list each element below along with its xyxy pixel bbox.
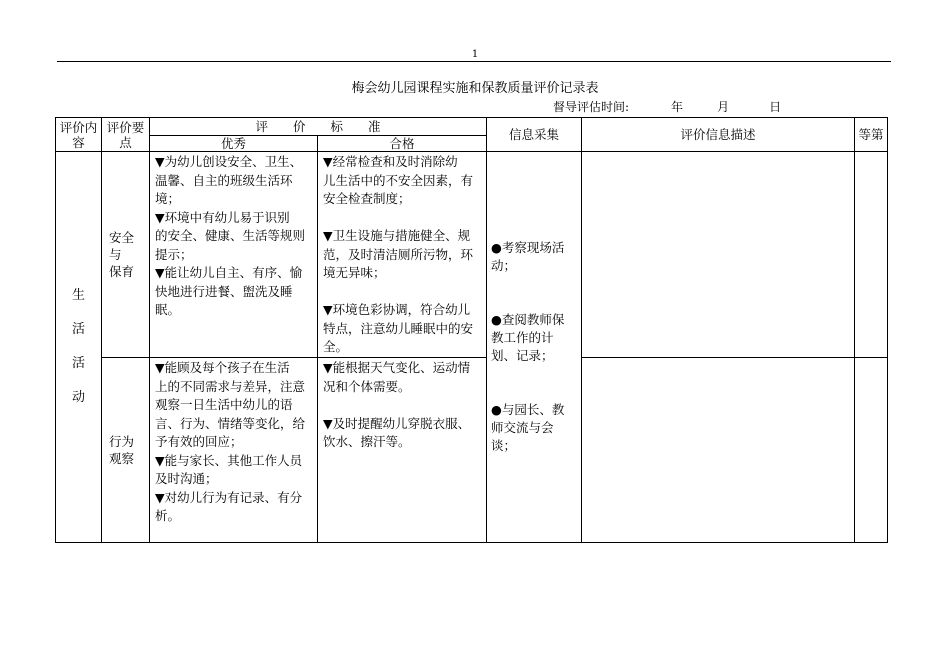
description-cell-safety[interactable]: [582, 152, 855, 358]
category-char: 活: [71, 322, 85, 337]
header-evaluation-description: 评价信息描述: [582, 118, 855, 152]
header-evaluation-point: 评价要点: [102, 118, 150, 152]
day-label: 日: [769, 100, 782, 114]
criteria-excellent-safety: ▼为幼儿创设安全、卫生、 温馨、自主的班级生活环 境； ▼环境中有幼儿易于识别 的安全、健康、生活等规则 提示； ▼能让幼儿自主、有序、愉 快地进行进餐、盥洗及睡 眠。: [150, 152, 318, 358]
grade-cell-safety[interactable]: [855, 152, 888, 358]
description-cell-behavior[interactable]: [582, 358, 855, 543]
point-behavior-observation: 行为 观察: [102, 358, 150, 543]
evaluation-date-line: [553, 100, 781, 114]
info-collection-methods: ●考察现场活 动； ●查阅教师保 教工作的计 划、记录； ●与园长、教 师交流与会 谈；: [487, 152, 582, 543]
document-title: 梅会幼儿园课程实施和保教质量评价记录表: [351, 81, 599, 96]
date-label: 督导评估时间:: [553, 100, 630, 114]
criteria-qualified-behavior: ▼能根据天气变化、运动情 况和个体需要。 ▼及时提醒幼儿穿脱衣服、 饮水、擦汗等。: [318, 358, 487, 543]
header-rule: [57, 61, 891, 62]
header-grade: 等第: [855, 118, 888, 152]
category-life-activity: [56, 152, 102, 543]
category-char: 生: [71, 288, 85, 303]
grade-cell-behavior[interactable]: [855, 358, 888, 543]
header-qualified: 合格: [318, 136, 487, 152]
header-excellent: 优秀: [150, 136, 318, 152]
header-evaluation-standard: 评 价 标 准: [150, 118, 487, 136]
evaluation-table: [55, 117, 888, 543]
month-label: 月: [717, 100, 730, 114]
category-char: 动: [71, 390, 85, 405]
category-char: 活: [71, 356, 85, 371]
header-info-collection: 信息采集: [487, 118, 582, 152]
header-evaluation-content: 评价内容: [56, 118, 102, 152]
year-label: 年: [671, 100, 684, 114]
point-safety-care: 安全 与 保育: [102, 152, 150, 358]
page-number: 1: [471, 49, 479, 60]
criteria-qualified-safety: ▼经常检查和及时消除幼 儿生活中的不安全因素，有 安全检查制度； ▼卫生设施与措施健全、规 范，及时清洁厕所污物，环 境无异味； ▼环境色彩协调，符合幼儿 特点，注意幼儿睡眠中的安 全。: [318, 152, 487, 358]
criteria-excellent-behavior: ▼能顾及每个孩子在生活 上的不同需求与差异，注意 观察一日生活中幼儿的语 言、行为、情绪等变化，给 予有效的回应； ▼能与家长、其他工作人员 及时沟通； ▼对幼儿行为有记录、有分 析。: [150, 358, 318, 543]
